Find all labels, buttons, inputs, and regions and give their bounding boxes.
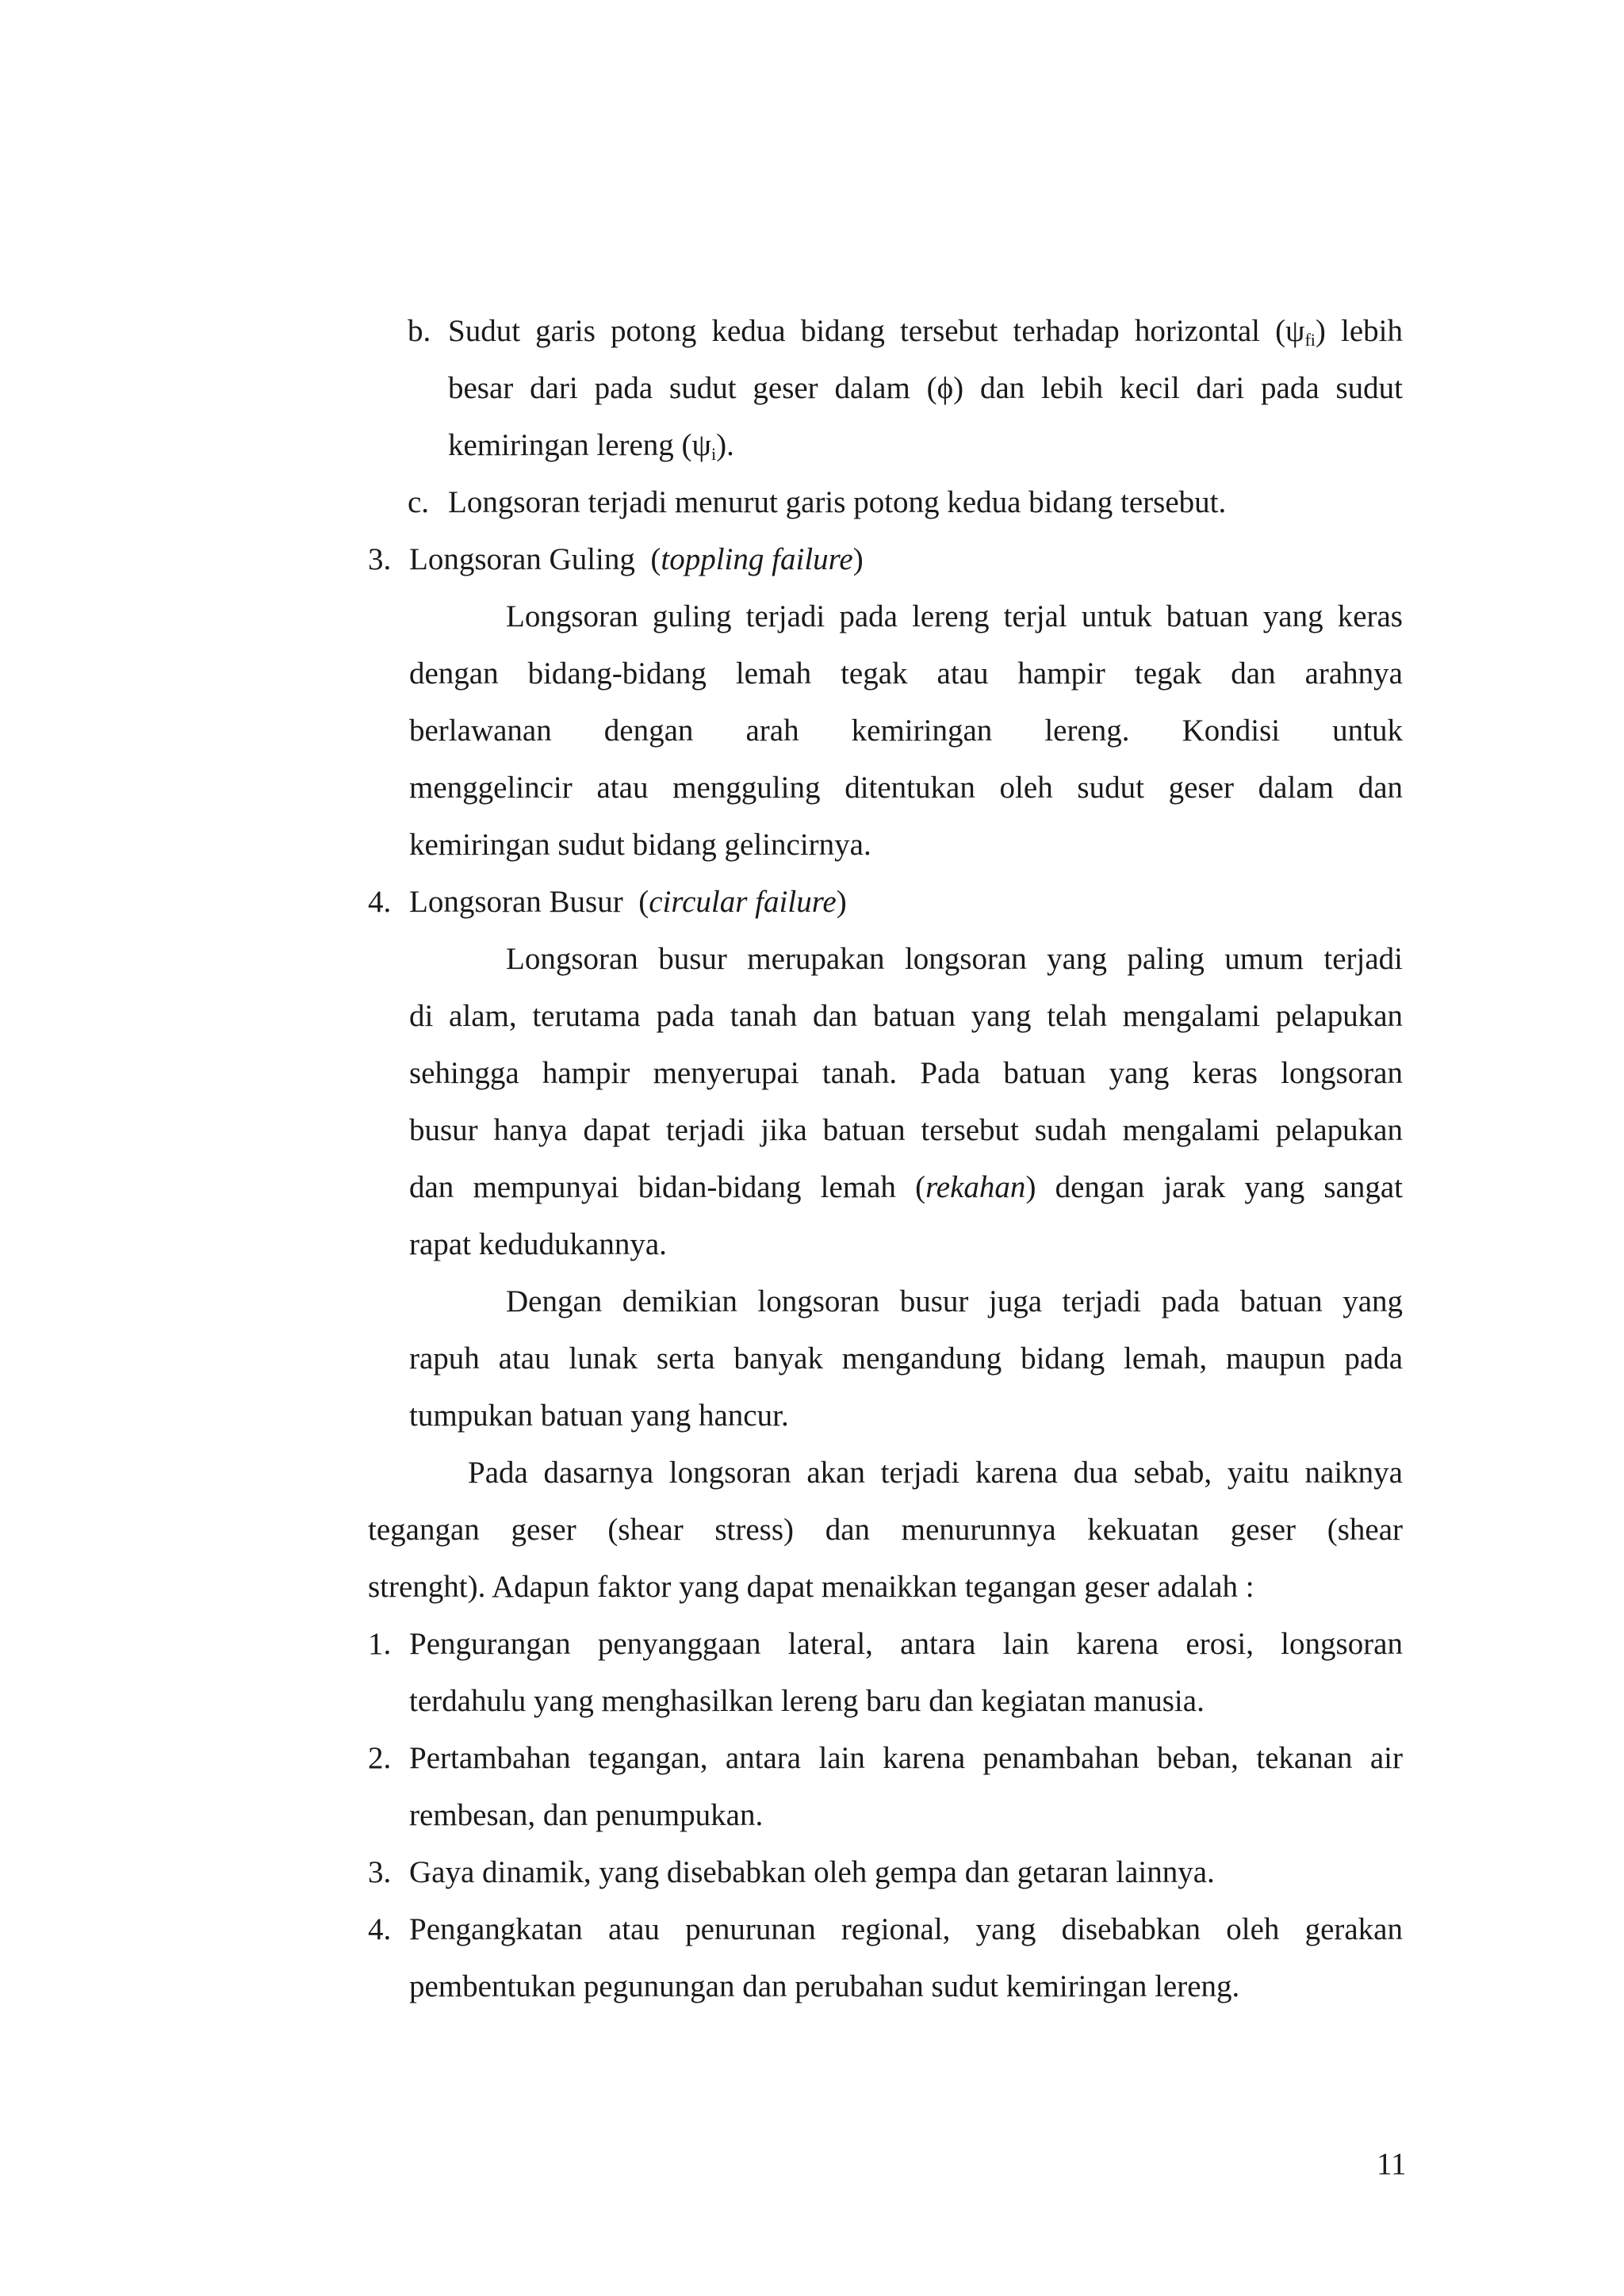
section-3-line-1: Longsoran guling terjadi pada lereng terjal untuk batuan yang keras xyxy=(506,599,1403,633)
factor-4-line-2: pembentukan pegunungan dan perubahan sudut kemiringan lereng. xyxy=(409,1969,1240,2003)
item-b-line-3 xyxy=(448,427,734,473)
section-4-p1-line-5 xyxy=(409,1169,1403,1207)
main-paragraph-line-1: Pada dasarnya longsoran akan terjadi karena dua sebab, yaitu naiknya xyxy=(468,1456,1403,1490)
factor-1-line-2: terdahulu yang menghasilkan lereng baru dan kegiatan manusia. xyxy=(409,1684,1205,1718)
factor-2-marker: 2. xyxy=(368,1741,392,1775)
section-4-heading: Longsoran Busur (circular failure) xyxy=(409,885,847,919)
factor-2-line-2: rembesan, dan penumpukan. xyxy=(409,1798,764,1832)
factor-3-marker: 3. xyxy=(368,1855,392,1889)
section-3-heading: Longsoran Guling (toppling failure) xyxy=(409,542,864,576)
section-4-p1-italic: rekahan xyxy=(925,1170,1026,1204)
main-paragraph-line-3: strenght). Adapun faktor yang dapat menaikkan tegangan geser adalah : xyxy=(368,1570,1254,1604)
page-number: 11 xyxy=(1377,2147,1407,2181)
psi-i-subscript: i xyxy=(710,444,717,464)
section-3-line-2: dengan bidang-bidang lemah tegak atau hampir tegak dan arahnya xyxy=(409,656,1403,691)
section-3-line-3: berlawanan dengan arah kemiringan lereng. Kondisi untuk xyxy=(409,714,1403,748)
item-b-line-3-tail: ). xyxy=(716,428,734,462)
section-4-p1-line-5-tail: ) dengan jarak yang sangat xyxy=(1025,1170,1404,1204)
section-4-marker: 4. xyxy=(368,885,392,919)
section-4-p2-line-1: Dengan demikian longsoran busur juga terjadi pada batuan yang xyxy=(506,1284,1403,1318)
section-4-p1-line-2: di alam, terutama pada tanah dan batuan yang telah mengalami pelapukan xyxy=(409,999,1403,1033)
section-3-title-en: toppling failure xyxy=(661,542,853,576)
section-4-p2-line-3: tumpukan batuan yang hancur. xyxy=(409,1399,789,1433)
item-b-line-2: besar dari pada sudut geser dalam (ϕ) dan lebih kecil dari pada sudut xyxy=(448,371,1403,405)
section-3-line-5: kemiringan sudut bidang gelincirnya. xyxy=(409,828,871,862)
item-c-marker: c. xyxy=(408,485,430,519)
item-c-text: Longsoran terjadi menurut garis potong kedua bidang tersebut. xyxy=(448,485,1227,519)
section-4-p1-line-5-text: dan mempunyai bidan-bidang lemah ( xyxy=(409,1170,926,1204)
section-4-title-en: circular failure xyxy=(649,885,837,919)
item-b-line-3-text: kemiringan lereng (ψ xyxy=(448,428,711,462)
section-4-p1-line-4: busur hanya dapat terjadi jika batuan tersebut sudah mengalami pelapukan xyxy=(409,1113,1403,1147)
factor-2-line-1: Pertambahan tegangan, antara lain karena penambahan beban, tekanan air xyxy=(409,1741,1403,1775)
section-4-p1-line-1: Longsoran busur merupakan longsoran yang paling umum terjadi xyxy=(506,942,1403,976)
factor-4-line-1: Pengangkatan atau penurunan regional, yang disebabkan oleh gerakan xyxy=(409,1912,1403,1946)
item-b-line-1-text: Sudut garis potong kedua bidang tersebut terhadap horizontal (ψ xyxy=(448,314,1305,348)
factor-1-marker: 1. xyxy=(368,1627,392,1661)
factor-1-line-1: Pengurangan penyanggaan lateral, antara lain karena erosi, longsoran xyxy=(409,1627,1403,1661)
section-4-p2-line-2: rapuh atau lunak serta banyak mengandung bidang lemah, maupun pada xyxy=(409,1341,1403,1376)
main-paragraph-line-2: tegangan geser (shear stress) dan menurunnya kekuatan geser (shear xyxy=(368,1513,1403,1547)
factor-3-line-1: Gaya dinamik, yang disebabkan oleh gempa dan getaran lainnya. xyxy=(409,1855,1215,1889)
psi-fi-subscript: fi xyxy=(1304,330,1316,350)
item-b-line-1 xyxy=(448,312,1403,359)
section-3-title: Longsoran Guling xyxy=(409,542,635,576)
item-b-marker: b. xyxy=(408,314,431,348)
section-4-p1-line-3: sehingga hampir menyerupai tanah. Pada batuan yang keras longsoran xyxy=(409,1056,1403,1090)
section-3-marker: 3. xyxy=(368,542,392,576)
factor-4-marker: 4. xyxy=(368,1912,392,1946)
item-b-line-1-tail: ) lebih xyxy=(1315,314,1403,348)
section-4-p1-line-6: rapat kedudukannya. xyxy=(409,1227,667,1261)
section-3-line-4: menggelincir atau mengguling ditentukan oleh sudut geser dalam dan xyxy=(409,771,1403,805)
section-4-title: Longsoran Busur xyxy=(409,885,623,919)
